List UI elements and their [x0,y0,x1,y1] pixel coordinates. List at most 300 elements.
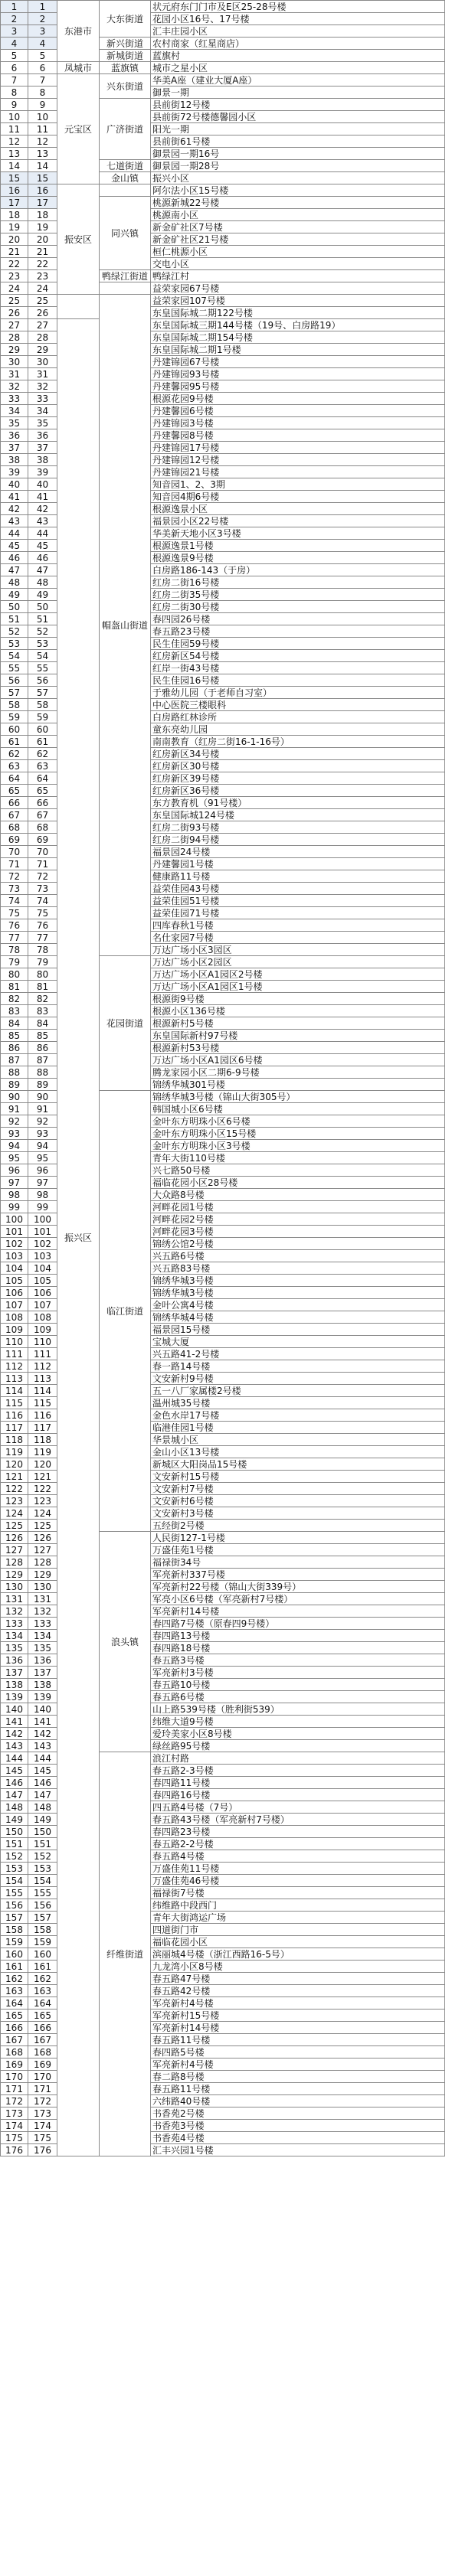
sequence-number-cell[interactable]: 137 [28,1667,57,1679]
location-name-cell[interactable]: 爱玲美家小区8号楼 [151,1728,445,1740]
sequence-number-cell[interactable]: 60 [28,723,57,736]
location-name-cell[interactable]: 军亮新村4号楼 [151,2059,445,2071]
sequence-number-cell[interactable]: 146 [28,1777,57,1789]
location-name-cell[interactable]: 花园小区16号、17号楼 [151,13,445,25]
location-name-cell[interactable]: 东皇国际城124号楼 [151,809,445,821]
location-name-cell[interactable]: 福临花园小区 [151,1936,445,1948]
row-index-cell[interactable]: 13 [1,148,28,160]
row-index-cell[interactable]: 4 [1,38,28,50]
sequence-number-cell[interactable]: 16 [28,184,57,197]
row-index-cell[interactable]: 94 [1,1140,28,1152]
sequence-number-cell[interactable]: 107 [28,1299,57,1311]
sequence-number-cell[interactable]: 159 [28,1936,57,1948]
sequence-number-cell[interactable]: 78 [28,944,57,956]
location-name-cell[interactable]: 蓝旗村 [151,50,445,62]
sequence-number-cell[interactable]: 85 [28,1030,57,1042]
row-index-cell[interactable]: 133 [1,1618,28,1630]
location-name-cell[interactable]: 万达广场小区A1园区6号楼 [151,1054,445,1066]
row-index-cell[interactable]: 173 [1,2107,28,2120]
row-index-cell[interactable]: 139 [1,1691,28,1703]
district-cell[interactable] [57,295,100,319]
row-index-cell[interactable]: 129 [1,1569,28,1581]
sequence-number-cell[interactable]: 139 [28,1691,57,1703]
street-town-cell[interactable]: 纤维街道 [100,1752,151,2156]
sequence-number-cell[interactable]: 80 [28,968,57,981]
row-index-cell[interactable]: 85 [1,1030,28,1042]
location-name-cell[interactable]: 民生佳园59号楼 [151,638,445,650]
row-index-cell[interactable]: 55 [1,662,28,674]
sequence-number-cell[interactable]: 94 [28,1140,57,1152]
sequence-number-cell[interactable]: 38 [28,454,57,466]
row-index-cell[interactable]: 113 [1,1373,28,1385]
sequence-number-cell[interactable]: 35 [28,417,57,429]
sequence-number-cell[interactable]: 136 [28,1654,57,1667]
row-index-cell[interactable]: 138 [1,1679,28,1691]
sequence-number-cell[interactable]: 10 [28,111,57,123]
location-name-cell[interactable]: 东皇国际新村97号楼 [151,1030,445,1042]
location-name-cell[interactable]: 华美新天地小区3号楼 [151,527,445,540]
row-index-cell[interactable]: 1 [1,1,28,13]
location-name-cell[interactable]: 纬维大道9号楼 [151,1716,445,1728]
sequence-number-cell[interactable]: 19 [28,221,57,233]
sequence-number-cell[interactable]: 142 [28,1728,57,1740]
sequence-number-cell[interactable]: 135 [28,1642,57,1654]
row-index-cell[interactable]: 146 [1,1777,28,1789]
row-index-cell[interactable]: 34 [1,405,28,417]
sequence-number-cell[interactable]: 76 [28,919,57,932]
row-index-cell[interactable]: 171 [1,2083,28,2095]
location-name-cell[interactable]: 根源街9号楼 [151,993,445,1005]
location-name-cell[interactable]: 纬维路中段西门 [151,1899,445,1912]
location-name-cell[interactable]: 红房二街16号楼 [151,576,445,589]
sequence-number-cell[interactable]: 113 [28,1373,57,1385]
sequence-number-cell[interactable]: 25 [28,295,57,307]
sequence-number-cell[interactable]: 55 [28,662,57,674]
row-index-cell[interactable]: 25 [1,295,28,307]
row-index-cell[interactable]: 95 [1,1152,28,1164]
sequence-number-cell[interactable]: 27 [28,319,57,331]
sequence-number-cell[interactable]: 123 [28,1495,57,1507]
row-index-cell[interactable]: 16 [1,184,28,197]
sequence-number-cell[interactable]: 152 [28,1850,57,1863]
sequence-number-cell[interactable]: 104 [28,1262,57,1275]
sequence-number-cell[interactable]: 144 [28,1752,57,1765]
district-cell[interactable]: 振安区 [57,184,100,295]
row-index-cell[interactable]: 121 [1,1471,28,1483]
row-index-cell[interactable]: 31 [1,368,28,380]
row-index-cell[interactable]: 96 [1,1164,28,1177]
location-name-cell[interactable]: 益荣佳园71号楼 [151,907,445,919]
sequence-number-cell[interactable]: 77 [28,932,57,944]
street-town-cell[interactable]: 花园街道 [100,956,151,1091]
row-index-cell[interactable]: 135 [1,1642,28,1654]
location-name-cell[interactable]: 春四路16号楼 [151,1789,445,1801]
location-name-cell[interactable]: 鸭绿江村 [151,270,445,282]
sequence-number-cell[interactable]: 141 [28,1716,57,1728]
location-name-cell[interactable]: 兴五路6号楼 [151,1250,445,1262]
row-index-cell[interactable]: 32 [1,380,28,393]
location-name-cell[interactable]: 万盛佳苑46号楼 [151,1875,445,1887]
location-name-cell[interactable]: 红房二街93号楼 [151,821,445,834]
row-index-cell[interactable]: 8 [1,87,28,99]
location-name-cell[interactable]: 春五路2-3号楼 [151,1765,445,1777]
location-name-cell[interactable]: 根源花园9号楼 [151,393,445,405]
location-name-cell[interactable]: 阿尔法小区15号楼 [151,184,445,197]
row-index-cell[interactable]: 90 [1,1091,28,1103]
row-index-cell[interactable]: 167 [1,2034,28,2046]
location-name-cell[interactable]: 文安新村3号楼 [151,1507,445,1520]
sequence-number-cell[interactable]: 36 [28,429,57,442]
row-index-cell[interactable]: 77 [1,932,28,944]
row-index-cell[interactable]: 126 [1,1532,28,1544]
row-index-cell[interactable]: 98 [1,1189,28,1201]
location-name-cell[interactable]: 丹建馨园8号楼 [151,429,445,442]
row-index-cell[interactable]: 130 [1,1581,28,1593]
row-index-cell[interactable]: 6 [1,62,28,74]
sequence-number-cell[interactable]: 84 [28,1017,57,1030]
row-index-cell[interactable]: 59 [1,711,28,723]
sequence-number-cell[interactable]: 57 [28,687,57,699]
row-index-cell[interactable]: 28 [1,331,28,344]
location-name-cell[interactable]: 丹建馨园6号楼 [151,405,445,417]
sequence-number-cell[interactable]: 176 [28,2144,57,2156]
sequence-number-cell[interactable]: 154 [28,1875,57,1887]
sequence-number-cell[interactable]: 45 [28,540,57,552]
sequence-number-cell[interactable]: 42 [28,503,57,515]
row-index-cell[interactable]: 58 [1,699,28,711]
location-name-cell[interactable]: 青年大街110号楼 [151,1152,445,1164]
location-name-cell[interactable]: 红房新区39号楼 [151,772,445,785]
row-index-cell[interactable]: 44 [1,527,28,540]
row-index-cell[interactable]: 18 [1,209,28,221]
row-index-cell[interactable]: 122 [1,1483,28,1495]
row-index-cell[interactable]: 30 [1,356,28,368]
row-index-cell[interactable]: 125 [1,1520,28,1532]
row-index-cell[interactable]: 100 [1,1213,28,1226]
sequence-number-cell[interactable]: 13 [28,148,57,160]
row-index-cell[interactable]: 43 [1,515,28,527]
row-index-cell[interactable]: 163 [1,1985,28,1997]
location-name-cell[interactable]: 汇丰庄园小区 [151,25,445,38]
row-index-cell[interactable]: 169 [1,2059,28,2071]
location-name-cell[interactable]: 锦绣公馆2号楼 [151,1238,445,1250]
sequence-number-cell[interactable]: 44 [28,527,57,540]
location-name-cell[interactable]: 万盛佳苑1号楼 [151,1544,445,1556]
sequence-number-cell[interactable]: 90 [28,1091,57,1103]
sequence-number-cell[interactable]: 32 [28,380,57,393]
sequence-number-cell[interactable]: 58 [28,699,57,711]
row-index-cell[interactable]: 162 [1,1973,28,1985]
location-name-cell[interactable]: 农村商家（红星商店） [151,38,445,50]
location-name-cell[interactable]: 阳光一期 [151,123,445,135]
row-index-cell[interactable]: 161 [1,1961,28,1973]
sequence-number-cell[interactable]: 172 [28,2095,57,2107]
location-name-cell[interactable]: 御景园一期28号 [151,160,445,172]
sequence-number-cell[interactable]: 86 [28,1042,57,1054]
sequence-number-cell[interactable]: 129 [28,1569,57,1581]
row-index-cell[interactable]: 84 [1,1017,28,1030]
row-index-cell[interactable]: 145 [1,1765,28,1777]
row-index-cell[interactable]: 142 [1,1728,28,1740]
location-name-cell[interactable]: 华美A座（建业大厦A座） [151,74,445,87]
location-name-cell[interactable]: 春五路10号楼 [151,1679,445,1691]
sequence-number-cell[interactable]: 173 [28,2107,57,2120]
location-name-cell[interactable]: 春四路18号楼 [151,1642,445,1654]
location-name-cell[interactable]: 临港佳园1号楼 [151,1422,445,1434]
street-town-cell[interactable]: 广济街道 [100,99,151,160]
row-index-cell[interactable]: 154 [1,1875,28,1887]
location-name-cell[interactable]: 根源逸景小区 [151,503,445,515]
sequence-number-cell[interactable]: 148 [28,1801,57,1814]
sequence-number-cell[interactable]: 7 [28,74,57,87]
location-name-cell[interactable]: 县前街61号楼 [151,135,445,148]
location-name-cell[interactable]: 红房新区34号楼 [151,748,445,760]
location-name-cell[interactable]: 春一路14号楼 [151,1360,445,1373]
row-index-cell[interactable]: 150 [1,1826,28,1838]
sequence-number-cell[interactable]: 53 [28,638,57,650]
location-name-cell[interactable]: 四五路4号楼（7号） [151,1801,445,1814]
location-name-cell[interactable]: 东方教育机（91号楼） [151,797,445,809]
location-name-cell[interactable]: 韩国城小区6号楼 [151,1103,445,1115]
location-name-cell[interactable]: 军亮新村337号楼 [151,1569,445,1581]
location-name-cell[interactable]: 军亮小区6号楼（军亮新村7号楼） [151,1593,445,1605]
district-cell[interactable]: 凤城市 [57,62,100,74]
row-index-cell[interactable]: 61 [1,736,28,748]
sequence-number-cell[interactable]: 63 [28,760,57,772]
sequence-number-cell[interactable]: 4 [28,38,57,50]
location-name-cell[interactable]: 金色水岸17号楼 [151,1409,445,1422]
location-name-cell[interactable]: 青年大街鸿运广场 [151,1912,445,1924]
row-index-cell[interactable]: 110 [1,1336,28,1348]
sequence-number-cell[interactable]: 162 [28,1973,57,1985]
sequence-number-cell[interactable]: 96 [28,1164,57,1177]
location-name-cell[interactable]: 知音园4期6号楼 [151,491,445,503]
row-index-cell[interactable]: 48 [1,576,28,589]
location-name-cell[interactable]: 福景园小区22号楼 [151,515,445,527]
sequence-number-cell[interactable]: 117 [28,1422,57,1434]
location-name-cell[interactable]: 根源小区136号楼 [151,1005,445,1017]
location-name-cell[interactable]: 红房二街94号楼 [151,834,445,846]
location-name-cell[interactable]: 春五路6号楼 [151,1691,445,1703]
location-name-cell[interactable]: 绿丝路95号楼 [151,1740,445,1752]
row-index-cell[interactable]: 164 [1,1997,28,2010]
sequence-number-cell[interactable]: 56 [28,674,57,687]
sequence-number-cell[interactable]: 175 [28,2132,57,2144]
sequence-number-cell[interactable]: 150 [28,1826,57,1838]
location-name-cell[interactable]: 红房新区54号楼 [151,650,445,662]
location-name-cell[interactable]: 红房二街30号楼 [151,601,445,613]
row-index-cell[interactable]: 19 [1,221,28,233]
row-index-cell[interactable]: 170 [1,2071,28,2083]
row-index-cell[interactable]: 118 [1,1434,28,1446]
street-town-cell[interactable] [100,184,151,197]
row-index-cell[interactable]: 26 [1,307,28,319]
location-name-cell[interactable]: 人民街127-1号楼 [151,1532,445,1544]
row-index-cell[interactable]: 165 [1,2010,28,2022]
location-name-cell[interactable]: 军亮新村15号楼 [151,2010,445,2022]
row-index-cell[interactable]: 45 [1,540,28,552]
sequence-number-cell[interactable]: 20 [28,233,57,246]
location-name-cell[interactable]: 军亮新村4号楼 [151,1997,445,2010]
row-index-cell[interactable]: 67 [1,809,28,821]
row-index-cell[interactable]: 83 [1,1005,28,1017]
location-name-cell[interactable]: 振兴小区 [151,172,445,184]
location-name-cell[interactable]: 兴五路41-2号楼 [151,1348,445,1360]
row-index-cell[interactable]: 66 [1,797,28,809]
row-index-cell[interactable]: 70 [1,846,28,858]
location-name-cell[interactable]: 河畔花园3号楼 [151,1226,445,1238]
row-index-cell[interactable]: 74 [1,895,28,907]
location-name-cell[interactable]: 春四园26号楼 [151,613,445,625]
row-index-cell[interactable]: 41 [1,491,28,503]
location-name-cell[interactable]: 白房路186-143（于房） [151,564,445,576]
location-name-cell[interactable]: 文安新村6号楼 [151,1495,445,1507]
row-index-cell[interactable]: 166 [1,2022,28,2034]
row-index-cell[interactable]: 78 [1,944,28,956]
sequence-number-cell[interactable]: 72 [28,870,57,883]
sequence-number-cell[interactable]: 168 [28,2046,57,2059]
row-index-cell[interactable]: 23 [1,270,28,282]
sequence-number-cell[interactable]: 109 [28,1324,57,1336]
sequence-number-cell[interactable]: 110 [28,1336,57,1348]
row-index-cell[interactable]: 151 [1,1838,28,1850]
row-index-cell[interactable]: 73 [1,883,28,895]
sequence-number-cell[interactable]: 54 [28,650,57,662]
sequence-number-cell[interactable]: 92 [28,1115,57,1128]
row-index-cell[interactable]: 104 [1,1262,28,1275]
sequence-number-cell[interactable]: 132 [28,1605,57,1618]
row-index-cell[interactable]: 112 [1,1360,28,1373]
location-name-cell[interactable]: 五经街2号楼 [151,1520,445,1532]
location-name-cell[interactable]: 御景园一期16号 [151,148,445,160]
sequence-number-cell[interactable]: 6 [28,62,57,74]
sequence-number-cell[interactable]: 70 [28,846,57,858]
sequence-number-cell[interactable]: 134 [28,1630,57,1642]
sequence-number-cell[interactable]: 98 [28,1189,57,1201]
location-name-cell[interactable]: 宝城大厦 [151,1336,445,1348]
row-index-cell[interactable]: 42 [1,503,28,515]
location-name-cell[interactable]: 根源逸景1号楼 [151,540,445,552]
row-index-cell[interactable]: 134 [1,1630,28,1642]
row-index-cell[interactable]: 7 [1,74,28,87]
sequence-number-cell[interactable]: 128 [28,1556,57,1569]
sequence-number-cell[interactable]: 151 [28,1838,57,1850]
location-name-cell[interactable]: 红岸一街43号楼 [151,662,445,674]
sequence-number-cell[interactable]: 28 [28,331,57,344]
sequence-number-cell[interactable]: 174 [28,2120,57,2132]
sequence-number-cell[interactable]: 51 [28,613,57,625]
row-index-cell[interactable]: 46 [1,552,28,564]
row-index-cell[interactable]: 127 [1,1544,28,1556]
sequence-number-cell[interactable]: 14 [28,160,57,172]
row-index-cell[interactable]: 158 [1,1924,28,1936]
location-name-cell[interactable]: 河畔花园2号楼 [151,1213,445,1226]
row-index-cell[interactable]: 92 [1,1115,28,1128]
sequence-number-cell[interactable]: 3 [28,25,57,38]
district-cell[interactable]: 东港市 [57,1,100,62]
row-index-cell[interactable]: 111 [1,1348,28,1360]
location-name-cell[interactable]: 万盛佳苑11号楼 [151,1863,445,1875]
row-index-cell[interactable]: 114 [1,1385,28,1397]
sequence-number-cell[interactable]: 167 [28,2034,57,2046]
row-index-cell[interactable]: 124 [1,1507,28,1520]
location-name-cell[interactable]: 益荣佳园51号楼 [151,895,445,907]
sequence-number-cell[interactable]: 81 [28,981,57,993]
sequence-number-cell[interactable]: 111 [28,1348,57,1360]
sequence-number-cell[interactable]: 21 [28,246,57,258]
row-index-cell[interactable]: 54 [1,650,28,662]
sequence-number-cell[interactable]: 39 [28,466,57,478]
location-name-cell[interactable]: 春五路47号楼 [151,1973,445,1985]
row-index-cell[interactable]: 75 [1,907,28,919]
row-index-cell[interactable]: 57 [1,687,28,699]
sequence-number-cell[interactable]: 103 [28,1250,57,1262]
row-index-cell[interactable]: 68 [1,821,28,834]
location-name-cell[interactable]: 春四路23号楼 [151,1826,445,1838]
location-name-cell[interactable]: 桃源新城22号楼 [151,197,445,209]
location-name-cell[interactable]: 白房路红林诊所 [151,711,445,723]
sequence-number-cell[interactable]: 171 [28,2083,57,2095]
row-index-cell[interactable]: 15 [1,172,28,184]
location-name-cell[interactable]: 桓仁桃源小区 [151,246,445,258]
sequence-number-cell[interactable]: 71 [28,858,57,870]
sequence-number-cell[interactable]: 155 [28,1887,57,1899]
row-index-cell[interactable]: 82 [1,993,28,1005]
location-name-cell[interactable]: 万达广场小区2园区 [151,956,445,968]
location-name-cell[interactable]: 浪江村路 [151,1752,445,1765]
row-index-cell[interactable]: 115 [1,1397,28,1409]
location-name-cell[interactable]: 文安新村9号楼 [151,1373,445,1385]
sequence-number-cell[interactable]: 12 [28,135,57,148]
row-index-cell[interactable]: 108 [1,1311,28,1324]
row-index-cell[interactable]: 141 [1,1716,28,1728]
sequence-number-cell[interactable]: 41 [28,491,57,503]
location-name-cell[interactable]: 大众路8号楼 [151,1189,445,1201]
sequence-number-cell[interactable]: 26 [28,307,57,319]
sequence-number-cell[interactable]: 24 [28,282,57,295]
row-index-cell[interactable]: 91 [1,1103,28,1115]
location-name-cell[interactable]: 四道街门市 [151,1924,445,1936]
location-name-cell[interactable]: 东皇国际城二期1号楼 [151,344,445,356]
sequence-number-cell[interactable]: 8 [28,87,57,99]
row-index-cell[interactable]: 52 [1,625,28,638]
location-name-cell[interactable]: 丹建锦园67号楼 [151,356,445,368]
location-name-cell[interactable]: 春五路11号楼 [151,2034,445,2046]
street-town-cell[interactable]: 金山镇 [100,172,151,184]
street-town-cell[interactable]: 同兴镇 [100,197,151,270]
row-index-cell[interactable]: 63 [1,760,28,772]
row-index-cell[interactable]: 174 [1,2120,28,2132]
location-name-cell[interactable]: 福临花园小区28号楼 [151,1177,445,1189]
sequence-number-cell[interactable]: 61 [28,736,57,748]
sequence-number-cell[interactable]: 165 [28,2010,57,2022]
sequence-number-cell[interactable]: 118 [28,1434,57,1446]
row-index-cell[interactable]: 160 [1,1948,28,1961]
location-name-cell[interactable]: 东皇国际城二期122号楼 [151,307,445,319]
sequence-number-cell[interactable]: 147 [28,1789,57,1801]
location-name-cell[interactable]: 根源新村5号楼 [151,1017,445,1030]
location-name-cell[interactable]: 红房二街35号楼 [151,589,445,601]
row-index-cell[interactable]: 17 [1,197,28,209]
location-name-cell[interactable]: 春五路2-2号楼 [151,1838,445,1850]
location-name-cell[interactable]: 知音园1、2、3期 [151,478,445,491]
sequence-number-cell[interactable]: 131 [28,1593,57,1605]
location-name-cell[interactable]: 县前街12号楼 [151,99,445,111]
district-cell[interactable]: 元宝区 [57,74,100,184]
sequence-number-cell[interactable]: 23 [28,270,57,282]
location-name-cell[interactable]: 状元府东门门市及E区25-28号楼 [151,1,445,13]
row-index-cell[interactable]: 47 [1,564,28,576]
